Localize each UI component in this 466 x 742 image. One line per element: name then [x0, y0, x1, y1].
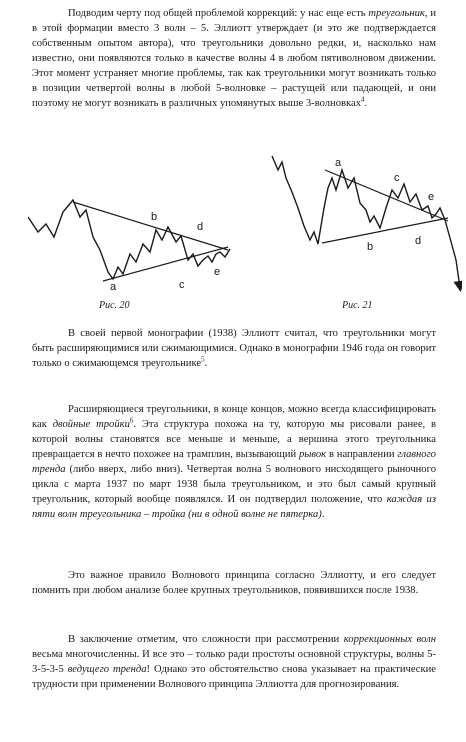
fig21-label-d: d	[415, 235, 422, 247]
text-run: в направлении	[326, 449, 398, 460]
fig20-label-e: e	[214, 266, 221, 278]
text-run: .	[364, 98, 368, 109]
footnote-ref: 5	[201, 355, 205, 364]
paragraph-conclusion	[32, 632, 436, 692]
figure-21-diagram	[270, 148, 462, 296]
fig20-lower-trendline	[103, 247, 228, 281]
text-run: , и в этой формации вместо 3 волн – 5. Эллиотт утверждает (и это же подтверждается собственным опытом автора), что треугольники довольно редки, и, насколько нам известно, они появляются только в качестве волны 4 в любом пятиволновом движении. Этот момент устраняет многие проблемы, так как треугольники могут возникать только в позиции четвертой волны в любой 5-волновке – растущей или падающей, и они поэтому не могут возникать в различных упомянутых выше 3-волновках	[32, 8, 436, 109]
figure-20-caption: Рис. 20	[99, 300, 130, 311]
figure-20-diagram	[28, 182, 238, 292]
fig20-label-a: a	[110, 281, 117, 292]
text-run: Это важное правило Волнового принципа согласно Эллиотту, и его следует помнить при любом анализе более крупных треугольников, появившихся после 1938.	[32, 570, 436, 596]
paragraph-elliott-monograph	[32, 326, 436, 371]
text-run: весьма многочисленны. И все это – только ради простоты основной структуры, волны 5-3-5-3-5	[32, 649, 436, 675]
paragraph-expanding-triangles	[32, 402, 436, 522]
footnote-ref: 6	[129, 416, 134, 425]
text-run: .	[204, 358, 208, 369]
figure-21-caption: Рис. 21	[342, 300, 373, 311]
fig21-label-a: a	[335, 157, 342, 169]
text-run: .	[321, 509, 325, 520]
text-run: ! Однако это обстоятельство снова указывает на практические трудности при применении Волнового принципа Эллиотта для прогнозирования.	[32, 664, 437, 690]
text-run: Расширяющиеся треугольники, в конце концов, можно всегда классифицировать как	[32, 404, 436, 430]
emphasis-run: треугольник	[368, 8, 425, 19]
text-run: . Эта структура похожа на ту, которую мы рисовали ранее, в которой волны становятся все меньше и меньше, а вершина этого треугольника превращается в нечто похожее на трамплин, вызывающий	[32, 419, 437, 460]
footnote-ref: 4	[361, 95, 365, 104]
text-run: В заключение отметим, что сложности при рассмотрении	[68, 634, 344, 645]
emphasis-run: ведущего тренда	[67, 664, 147, 675]
fig20-label-d: d	[197, 221, 204, 233]
fig20-label-c: c	[179, 279, 185, 291]
emphasis-run: рывок	[298, 449, 327, 460]
fig20-label-b: b	[151, 211, 158, 223]
paragraph-important-rule	[32, 568, 436, 598]
fig21-label-c: c	[394, 172, 400, 184]
fig21-price-wave	[272, 156, 460, 288]
emphasis-run: каждая из пяти волн треугольника – тройка (ни в одной волне не пятерка)	[32, 494, 436, 520]
fig21-lower-trendline	[322, 218, 448, 243]
fig21-label-b: b	[367, 241, 374, 253]
fig20-price-wave	[28, 200, 230, 279]
emphasis-run: главного тренда	[32, 449, 436, 475]
text-run: В своей первой монографии (1938) Эллиотт считал, что треугольники могут быть расширяющимися или сжимающимися. Однако в монографии 1946 года он говорит только о сжимающемся треугольнике	[32, 328, 436, 369]
text-run: (либо вверх, либо вниз). Четвертая волна 5 волнового нисходящего рыночного цикла с марта 1937 по март 1938 была треугольником, и это был самый крупный треугольник, который вообще появлялся. И он подтвердил положение, что	[32, 464, 436, 505]
text-run: Подводим черту под общей проблемой коррекций: у нас еще есть	[68, 8, 369, 19]
emphasis-run: двойные тройки	[52, 419, 130, 430]
emphasis-run: коррекционных волн	[343, 634, 436, 645]
fig21-label-e: e	[428, 191, 435, 203]
paragraph-triangles-intro	[32, 6, 436, 111]
